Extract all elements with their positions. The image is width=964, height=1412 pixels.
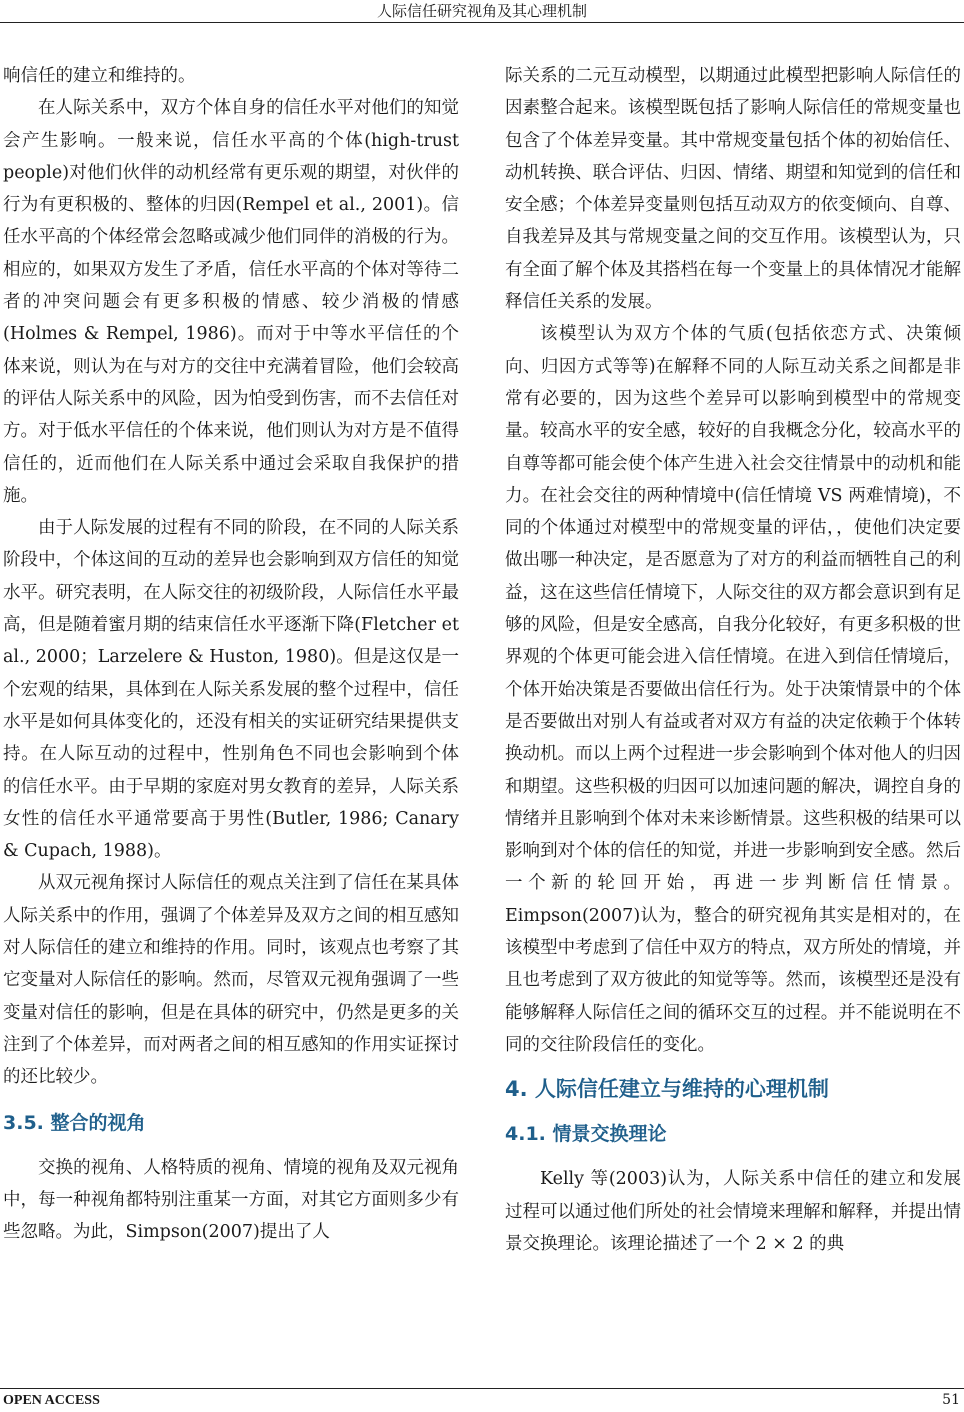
running-header: 人际信任研究视角及其心理机制	[0, 0, 964, 23]
paragraph: 际关系的二元互动模型，以期通过此模型把影响人际信任的因素整合起来。该模型既包括了影响人际信任的常规变量也包含了个体差异变量。其中常规变量包括个体的初始信任、动机转换、联合评估、归因、情绪、期望和知觉到的信任和安全感；个体差异变量则包括互动双方的依变倾向、自尊、自我差异及其与常规变量之间的交互作用。该模型认为，只有全面了解个体及其搭档在每一个变量上的具体情况才能解释信任关系的发展。	[505, 66, 961, 313]
right-column	[505, 60, 961, 1260]
paragraph: 在人际关系中，双方个体自身的信任水平对他们的知觉会产生影响。一般来说，信任水平高的个体(high-trust people)对他们伙伴的动机经常有更乐观的期望，对伙伴的行为有更积极的、整体的归因(Rempel et al., 2001)。信任水平高的个体经常会忽略或减少他们同伴的消极的行为。相应的，如果双方发生了矛盾，信任水平高的个体对等待二者的冲突问题会有更多积极的情感、较少消极的情感(Holmes & Rempel, 1986)。而对于中等水平信任的个体来说，则认为在与对方的交往中充满着冒险，他们会较高的评估人际关系中的风险，因为怕受到伤害，而不去信任对方。对于低水平信任的个体来说，他们则认为对方是不值得信任的，近而他们在人际关系中通过会采取自我保护的措施。	[3, 98, 459, 506]
paragraph: 该模型认为双方个体的气质(包括依恋方式、决策倾向、归因方式等等)在解释不同的人际互动关系之间都是非常有必要的，因为这些个差异可以影响到模型中的常规变量。较高水平的安全感，较好的自我概念分化，较高水平的自尊等都可能会使个体产生进入社会交往情景中的动机和能力。在社会交往的两种情境中(信任情境 VS 两难情境)，不同的个体通过对模型中的常规变量的评估，，使他们决定要做出哪一种决定，是否愿意为了对方的利益而牺牲自己的利益，这在这些信任情境下，人际交往的双方都会意识到有足够的风险，但是安全感高，自我分化较好，有更多积极的世界观的个体更可能会进入信任情境。在进入到信任情境后，个体开始决策是否要做出信任行为。处于决策情景中的个体是否要做出对别人有益或者对双方有益的决定依赖于个体转换动机。而以上两个过程进一步会影响到个体对他人的归因和期望。这些积极的归因可以加速问题的解决，调控自身的情绪并且影响到个体对未来诊断情景。这些积极的结果可以影响到对个体的信任的知觉，并进一步影响到安全感。然后一个新的轮回开始，再进一步判断信任情景。Eimpson(2007)认为，整合的研究视角其实是相对的，在该模型中考虑到了信任中双方的特点，双方所处的情境，并且也考虑到了双方彼此的知觉等等。然而，该模型还是没有能够解释人际信任之间的循环交互的过程。并不能说明在不同的交往阶段信任的变化。	[505, 324, 961, 1055]
left-column	[3, 60, 459, 1248]
paragraph: 由于人际发展的过程有不同的阶段，在不同的人际关系阶段中，个体这间的互动的差异也会影响到双方信任的知觉水平。研究表明，在人际交往的初级阶段，人际信任水平最高，但是随着蜜月期的结束信任水平逐渐下降(Fletcher et al., 2000；Larzelere & Huston, 1980)。但是这仅是一个宏观的结果，具体到在人际关系发展的整个过程中，信任水平是如何具体变化的，还没有相关的实证研究结果提供支持。在人际互动的过程中，性别角色不同也会影响到个体 的信任水平。由于早期的家庭对男女教育的差异，人际关系女性的信任水平通常要高于男性(Butler, 1986; Canary & Cupach, 1988)。	[3, 518, 459, 862]
page-number: 51	[942, 1392, 960, 1408]
paragraph: 从双元视角探讨人际信任的观点关注到了信任在某具体人际关系中的作用，强调了个体差异及双方之间的相互感知对人际信任的建立和维持的作用。同时，该观点也考察了其它变量对人际信任的影响。然而，尽管双元视角强调了一些变量对信任的影响，但是在具体的研究中，仍然是更多的关注到了个体差异，而对两者之间的相互感知的作用实证探讨的还比较少。	[3, 873, 459, 1088]
paragraph: Kelly 等(2003)认为，人际关系中信任的建立和发展过程可以通过他们所处的社会情境来理解和解释，并提出情景交换理论。该理论描述了一个 2 × 2 的典	[505, 1169, 961, 1254]
page-footer	[0, 1388, 964, 1412]
open-access-label: OPEN ACCESS	[3, 1393, 100, 1408]
section-heading-4-1: 4.1. 情景交换理论	[505, 1123, 667, 1146]
section-heading-3-5: 3.5. 整合的视角	[3, 1111, 146, 1134]
section-heading-4: 4. 人际信任建立与维持的心理机制	[505, 1077, 829, 1102]
paragraph: 交换的视角、人格特质的视角、情境的视角及双元视角中，每一种视角都特别注重某一方面，对其它方面则多少有些忽略。为此，Simpson(2007)提出了人	[3, 1157, 459, 1243]
paragraph: 响信任的建立和维持的。	[3, 66, 196, 86]
